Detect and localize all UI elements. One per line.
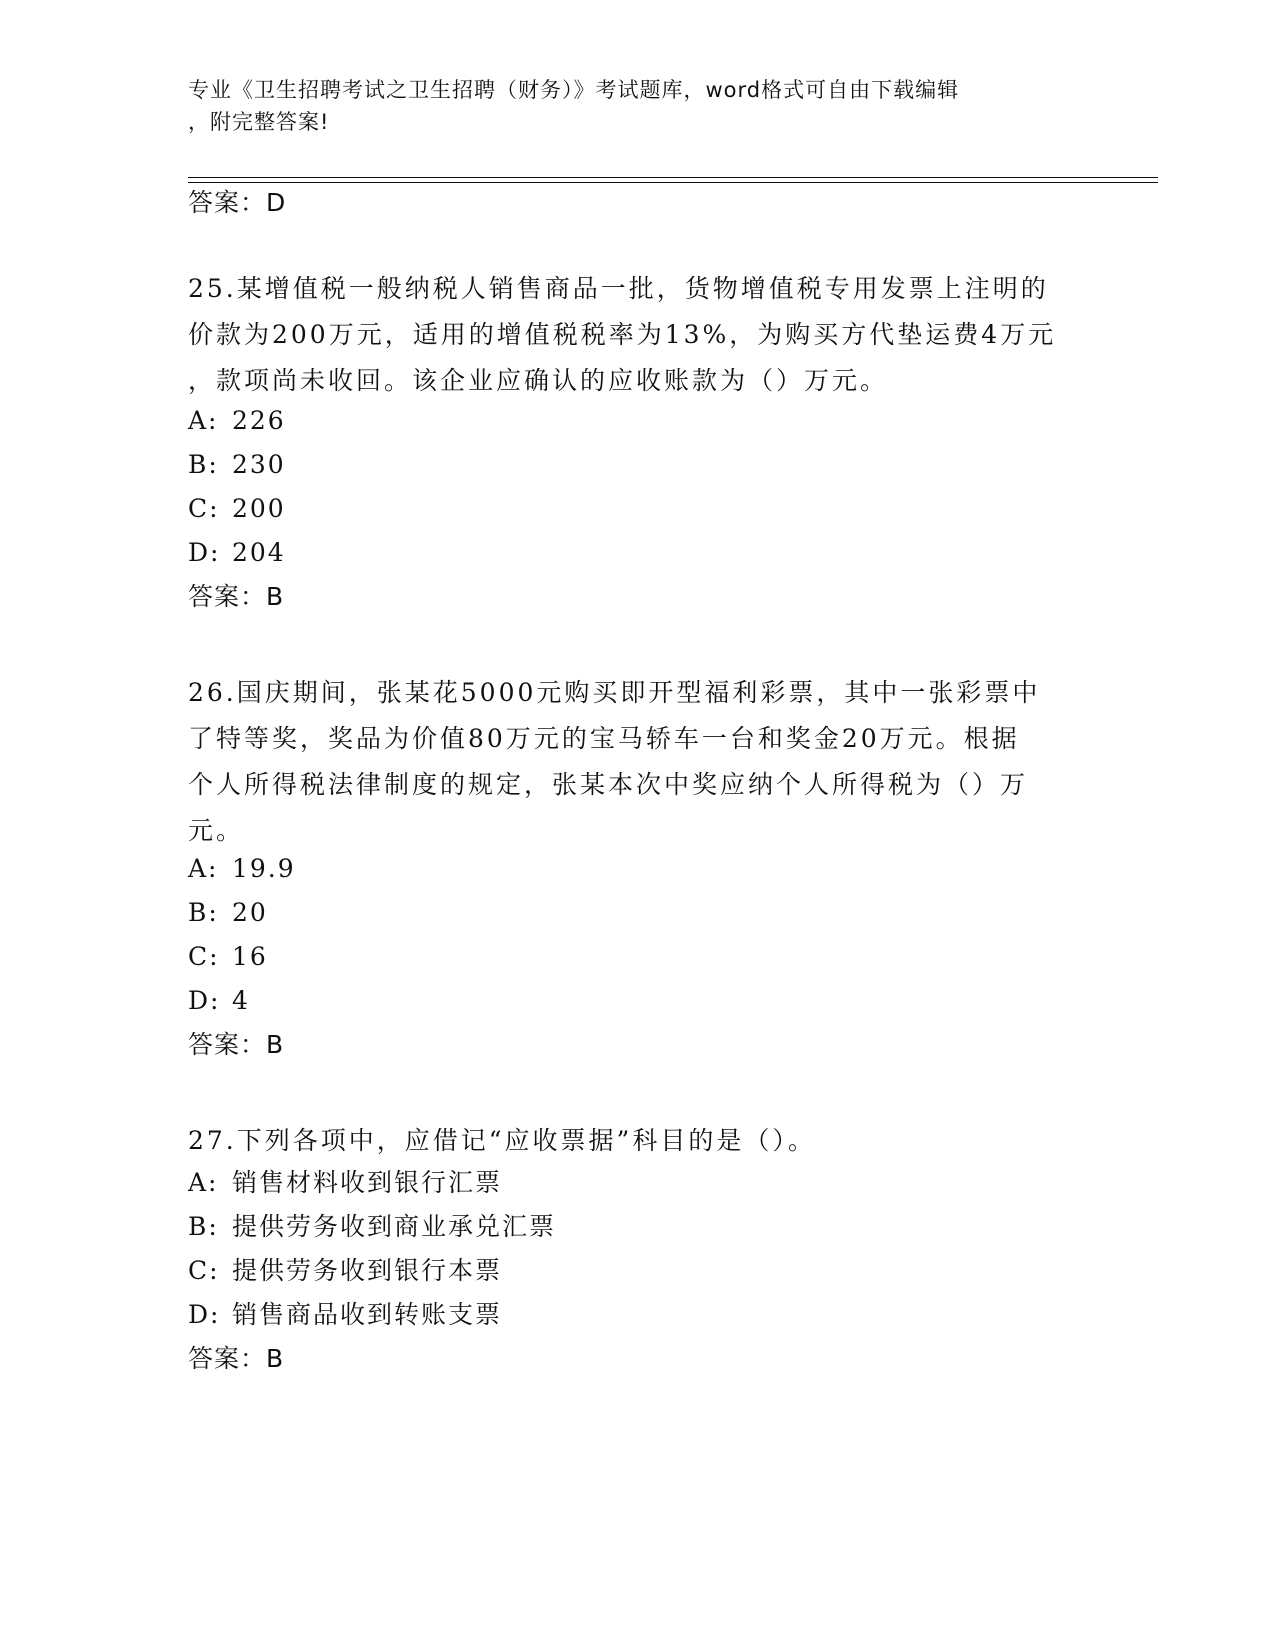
header-line-1: 专业《卫生招聘考试之卫生招聘（财务）》考试题库，word格式可自由下载编辑 bbox=[188, 78, 960, 102]
question-26-text bbox=[188, 670, 1088, 854]
option-key: D: bbox=[188, 538, 221, 567]
question-27-option-b bbox=[188, 1210, 556, 1244]
option-key: C: bbox=[188, 1256, 220, 1285]
option-text: 200 bbox=[232, 494, 286, 523]
question-25-option-d bbox=[188, 536, 286, 570]
question-line: 了特等奖，奖品为价值80万元的宝马轿车一台和奖金20万元。根据 bbox=[188, 724, 1020, 753]
question-line: 个人所得税法律制度的规定，张某本次中奖应纳个人所得税为（）万 bbox=[188, 770, 1029, 799]
option-key: C: bbox=[188, 494, 220, 523]
question-25-option-c bbox=[188, 492, 286, 526]
question-line: 25.某增值税一般纳税人销售商品一批，货物增值税专用发票上注明的 bbox=[188, 274, 1049, 303]
question-27-option-c bbox=[188, 1254, 502, 1288]
option-text: 230 bbox=[232, 450, 286, 479]
question-26-answer: 答案：B bbox=[188, 1030, 285, 1059]
question-27-answer: 答案：B bbox=[188, 1344, 285, 1373]
option-text: 16 bbox=[232, 942, 268, 971]
option-text: 204 bbox=[232, 538, 286, 567]
question-27-option-d bbox=[188, 1298, 502, 1332]
option-key: A: bbox=[188, 406, 219, 435]
option-text: 19.9 bbox=[232, 854, 296, 883]
previous-answer: 答案：D bbox=[188, 188, 287, 217]
option-text: 提供劳务收到银行本票 bbox=[232, 1256, 503, 1285]
option-text: 销售材料收到银行汇票 bbox=[232, 1168, 503, 1197]
option-key: A: bbox=[188, 854, 219, 883]
header-divider-top bbox=[188, 177, 1158, 178]
question-25-option-a bbox=[188, 404, 286, 438]
question-line: 26.国庆期间，张某花5000元购买即开型福利彩票，其中一张彩票中 bbox=[188, 678, 1041, 707]
option-key: A: bbox=[188, 1168, 219, 1197]
option-text: 20 bbox=[232, 898, 268, 927]
option-key: C: bbox=[188, 942, 220, 971]
question-27-text bbox=[188, 1118, 1088, 1164]
option-key: D: bbox=[188, 986, 221, 1015]
question-25-text bbox=[188, 266, 1088, 404]
header-divider-bottom bbox=[188, 182, 1158, 183]
question-26-option-a bbox=[188, 852, 296, 886]
question-25-option-b bbox=[188, 448, 286, 482]
question-26-option-b bbox=[188, 896, 268, 930]
question-27-option-a bbox=[188, 1166, 502, 1200]
document-header bbox=[188, 74, 1068, 138]
option-text: 销售商品收到转账支票 bbox=[232, 1300, 503, 1329]
question-26-option-d bbox=[188, 984, 250, 1018]
option-key: B: bbox=[188, 1212, 219, 1241]
question-25-answer: 答案：B bbox=[188, 582, 285, 611]
option-key: B: bbox=[188, 898, 219, 927]
question-line: 元。 bbox=[188, 816, 245, 845]
option-key: D: bbox=[188, 1300, 221, 1329]
question-line: 价款为200万元，适用的增值税税率为13%，为购买方代垫运费4万元 bbox=[188, 320, 1057, 349]
question-line: 27.下列各项中，应借记“应收票据”科目的是（）。 bbox=[188, 1126, 816, 1155]
option-key: B: bbox=[188, 450, 219, 479]
option-text: 226 bbox=[232, 406, 286, 435]
option-text: 4 bbox=[232, 986, 250, 1015]
option-text: 提供劳务收到商业承兑汇票 bbox=[232, 1212, 557, 1241]
question-26-option-c bbox=[188, 940, 268, 974]
question-line: ，款项尚未收回。该企业应确认的应收账款为（）万元。 bbox=[188, 366, 889, 395]
header-line-2: ，附完整答案! bbox=[188, 110, 330, 134]
